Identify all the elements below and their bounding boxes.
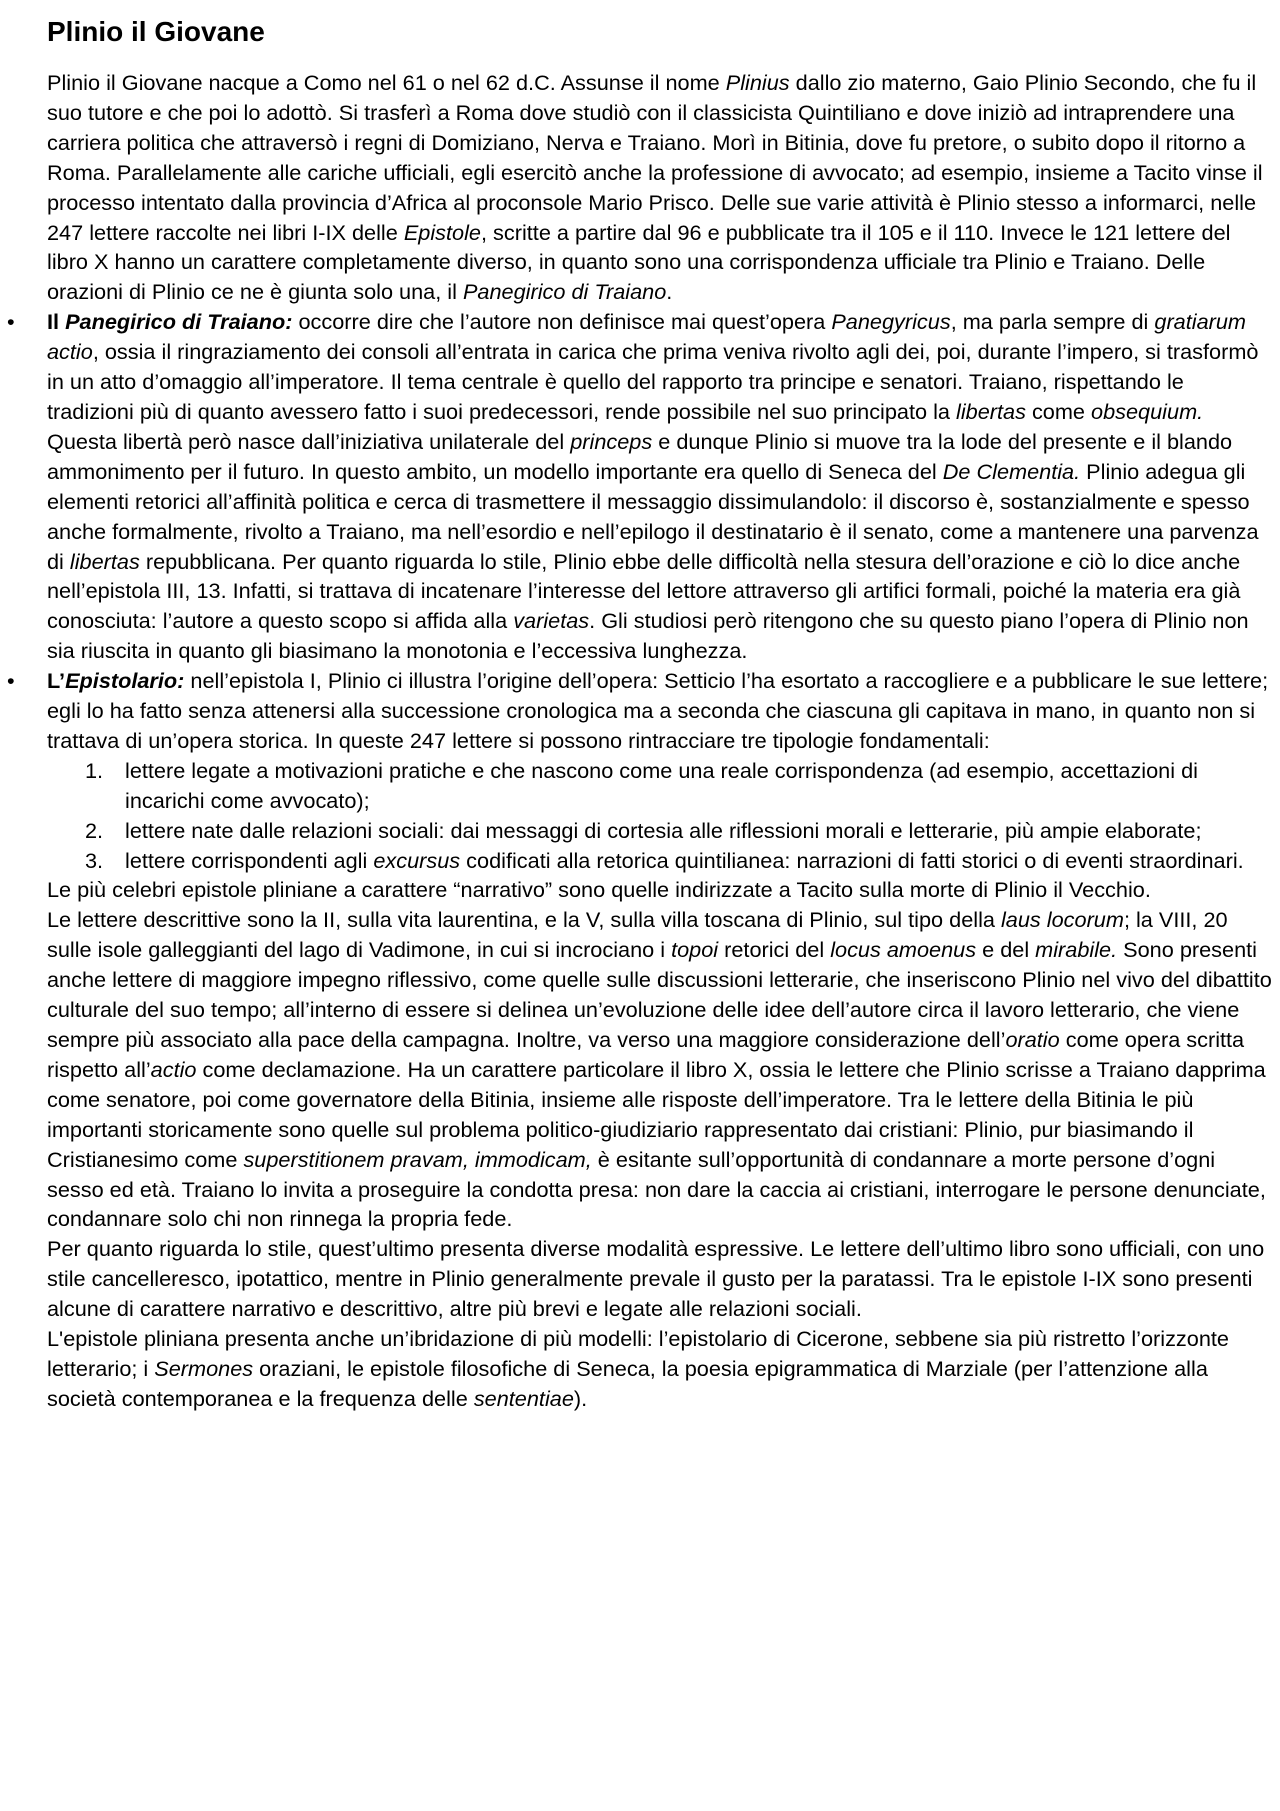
paragraph-style: Per quanto riguarda lo stile, quest’ultimo presenta diverse modalità espressive. Le lettere dell’ultimo libro sono ufficiali, con uno stile cancelleresco, ipotattico, mentre in Plinio generalmente prevale il gusto per la paratassi. Tra le epistole I-IX sono presenti alcune di carattere narrativo e descrittivo, altre più brevi e legate alle relazioni sociali.: [47, 1236, 1265, 1322]
bullet-panegirico: • Il Panegirico di Traiano: occorre dire che l’autore non definisce mai quest’opera Panegyricus, ma parla sempre di gratiarum actio, ossia il ringraziamento dei consoli all’entrata in carica che prima veniva rivolto agli dei, poi, durante l’impero, si trasformò in un atto d’omaggio all’imperatore. Il tema centrale è quello del rapporto tra principe e senatori. Traiano, rispettando le tradizioni più di quanto avessero fatto i suoi predecessori, rende possibile nel suo principato la libertas come obsequium. Questa libertà però nasce dall’iniziativa unilaterale del princeps e dunque Plinio si muove tra la lode del presente e il blando ammonimento per il futuro. In questo ambito, un modello importante era quello di Seneca del De Clementia. Plinio adegua gli elementi retorici all’affinità politica e cerca di trasmettere il messaggio dissimulandolo: il discorso è, sostanzialmente e spesso anche formalmente, rivolto a Traiano, ma nell’esordio e nell’epilogo il destinatario è il senato, come a mantenere una parvenza di libertas repubblicana. Per quanto riguarda lo stile, Plinio ebbe delle difficoltà nella stesura dell’orazione e ciò lo dice anche nell’epistola III, 13. Infatti, si trattava di incatenare l’interesse del lettore attraverso gli artifici formali, poiché la materia era già conosciuta: l’autore a questo scopo si affida alla varietas. Gli studiosi però ritengono che su questo piano l’opera di Plinio non sia riuscita in quanto gli biasimano la monotonia e l’eccessiva lunghezza.: [47, 307, 1272, 666]
list-item: 2. lettere nate dalle relazioni sociali: dai messaggi di cortesia alle riflessioni morali e letterarie, più ampie elaborate;: [85, 817, 1202, 843]
page-title: Plinio il Giovane: [47, 16, 265, 47]
paragraph-narrative: Le più celebri epistole pliniane a carattere “narrativo” sono quelle indirizzate a Tacito sulla morte di Plinio il Vecchio.: [47, 877, 1151, 903]
bullet-list: [47, 307, 1272, 875]
intro-paragraph: Plinio il Giovane nacque a Como nel 61 o nel 62 d.C. Assunse il nome Plinius dallo zio materno, Gaio Plinio Secondo, che fu il suo tutore e che poi lo adottò. Si trasferì a Roma dove studiò con il classicista Quintiliano e dove iniziò ad intraprendere una carriera politica che attraversò i regni di Domiziano, Nerva e Traiano. Morì in Bitinia, dove fu pretore, o subito dopo il ritorno a Roma. Parallelamente alle cariche ufficiali, egli esercitò anche la professione di avvocato; ad esempio, insieme a Tacito vinse il processo intentato dalla provincia d’Africa al proconsole Mario Prisco. Delle sue varie attività è Plinio stesso a informarci, nelle 247 lettere raccolte nei libri I-IX delle Epistole, scritte a partire dal 96 e pubblicate tra il 105 e il 110. Invece le 121 lettere del libro X hanno un carattere completamente diverso, in quanto sono una corrispondenza ufficiale tra Plinio e Traiano. Delle orazioni di Plinio ce ne è giunta solo una, il Panegirico di Traiano.: [47, 70, 1263, 305]
paragraph-descriptive: Le lettere descrittive sono la II, sulla vita laurentina, e la V, sulla villa toscana di Plinio, sul tipo della laus locorum; la VIII, 20 sulle isole galleggianti del lago di Vadimone, in cui si incrociano i topoi retorici del locus amoenus e del mirabile. Sono presenti anche lettere di maggiore impegno riflessivo, come quelle sulle discussioni letterarie, che inseriscono Plinio nel vivo del dibattito culturale del suo tempo; all’interno di essere si delinea un’evoluzione delle idee dell’autore circa il lavoro letterario, che viene sempre più associato alla pace della campagna. Inoltre, va verso una maggiore considerazione dell’oratio come opera scritta rispetto all’actio come declamazione. Ha un carattere particolare il libro X, ossia le lettere che Plinio scrisse a Traiano dapprima come senatore, poi come governatore della Bitinia, insieme alle risposte dell’imperatore. Tra le lettere della Bitinia le più importanti storicamente sono quelle sul problema politico-giudiziario rappresentato dai cristiani: Plinio, pur biasimando il Cristianesimo come superstitionem pravam, immodicam, è esitante sull’opportunità di condannare a morte persone d’ogni sesso ed età. Traiano lo invita a proseguire la condotta presa: non dare la caccia ai cristiani, interrogare le persone denunciate, condannare solo chi non rinnega la propria fede.: [47, 907, 1272, 1232]
bullet-epistolario: • L’Epistolario: nell’epistola I, Plinio ci illustra l’origine dell’opera: Setticio l’ha esortato a raccogliere e a pubblicare le sue lettere; egli lo ha fatto senza attenersi alla successione cronologica ma a seconda che ciascuna gli capitava in mano, in quanto non si trattava di un’opera storica. In queste 247 lettere si possono rintracciare tre tipologie fondamentali: 1. lettere legate a motivazioni pratiche e che nascono come una reale corrispondenza (ad esempio, accettazioni di incarichi come avvocato); 2. lettere nate dalle relazioni sociali: dai messaggi di cortesia alle riflessioni morali e letterarie, più ampie elaborate; 3. lettere corrispondenti agli excursus codificati alla retorica quintilianea: narrazioni di fatti storici o di eventi straordinari.: [47, 666, 1272, 875]
document: [47, 14, 1272, 1414]
list-item: 1. lettere legate a motivazioni pratiche e che nascono come una reale corrispondenza (ad esempio, accettazioni di incarichi come avvocato);: [85, 757, 1198, 813]
numbered-list: [47, 756, 1272, 876]
paragraph-models: L'epistole pliniana presenta anche un’ibridazione di più modelli: l’epistolario di Cicerone, sebbene sia più ristretto l’orizzonte letterario; i Sermones oraziani, le epistole filosofiche di Seneca, la poesia epigrammatica di Marziale (per l’attenzione alla società contemporanea e la frequenza delle sententiae).: [47, 1326, 1229, 1411]
list-item: 3. lettere corrispondenti agli excursus codificati alla retorica quintilianea: narrazioni di fatti storici o di eventi straordinari.: [85, 847, 1244, 873]
